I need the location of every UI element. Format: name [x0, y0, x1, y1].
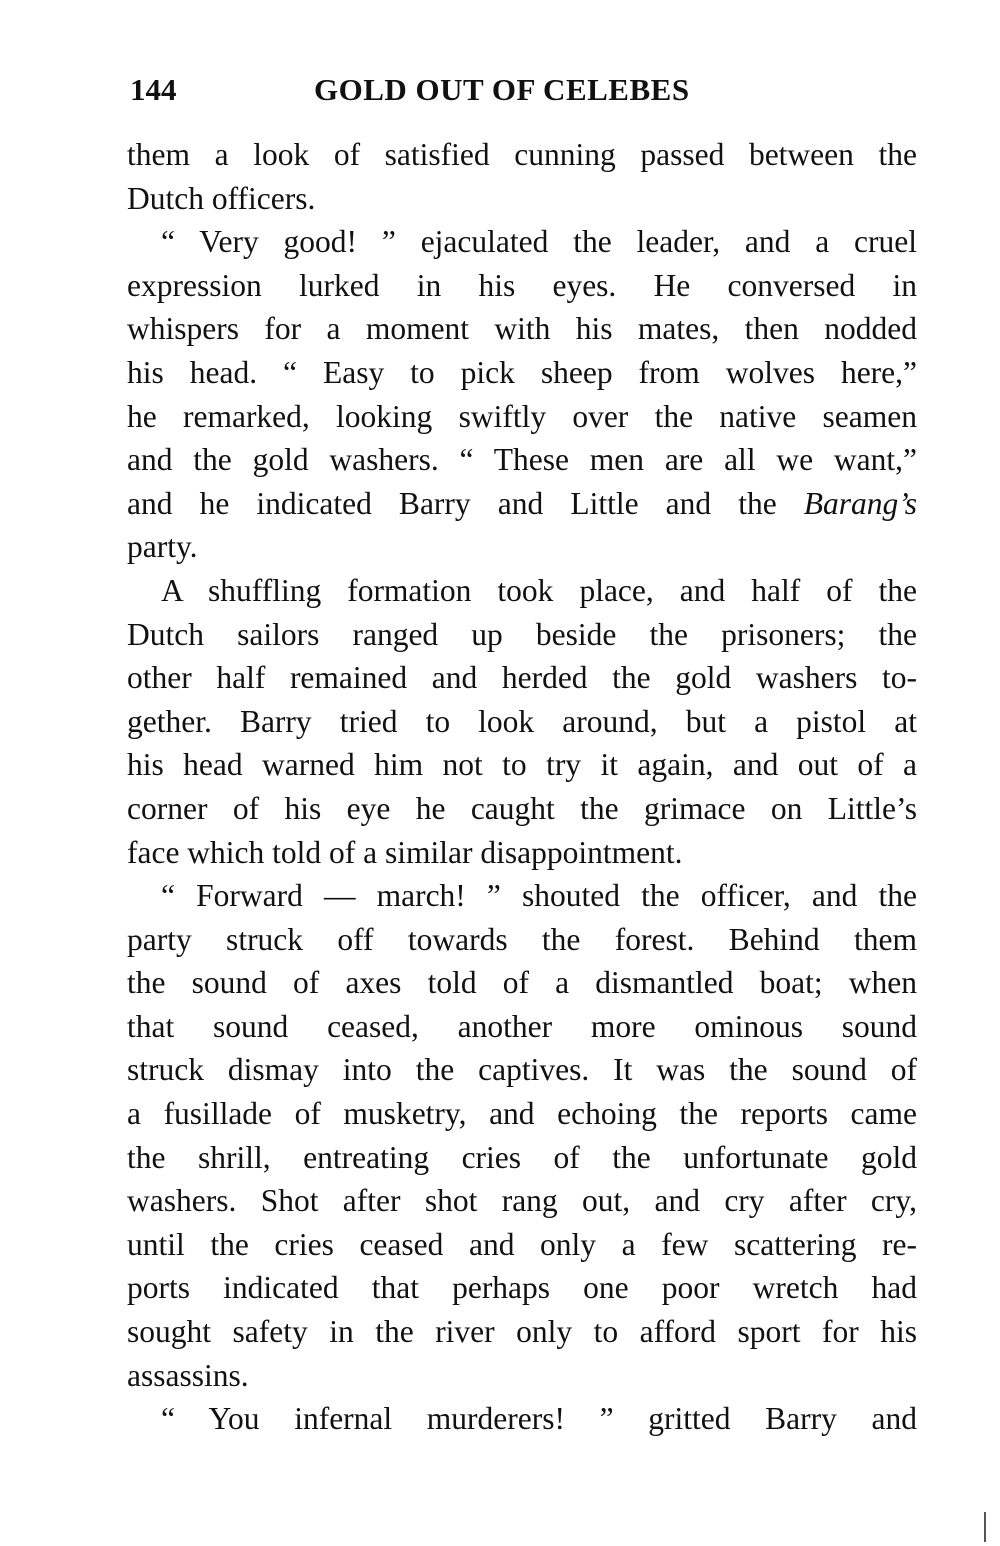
text-line: a fusillade of musketry, and echoing the reports came — [127, 1096, 917, 1132]
text-line: other half remained and herded the gold washers to- — [127, 660, 917, 696]
text-line: expression lurked in his eyes. He conversed in — [127, 267, 917, 303]
text-line: struck dismay into the captives. It was the sound of — [127, 1052, 917, 1088]
text-line: ports indicated that perhaps one poor wretch had — [127, 1270, 917, 1306]
page-header — [130, 66, 910, 114]
text-line: the shrill, entreating cries of the unfortunate gold — [127, 1139, 917, 1175]
running-title: GOLD OUT OF CELEBES — [314, 72, 690, 107]
text-line: he remarked, looking swiftly over the native seamen — [127, 398, 917, 434]
text-line: Dutch officers. — [127, 180, 316, 216]
text-line: them a look of satisfied cunning passed between the — [127, 137, 917, 172]
text-line: “ Very good! ” ejaculated the leader, and a cruel — [161, 224, 917, 260]
text-line: and the gold washers. “ These men are all we want,” — [127, 442, 917, 478]
text-line: assassins. — [127, 1357, 249, 1393]
text-line: face which told of a similar disappointment. — [127, 834, 683, 870]
text-line: that sound ceased, another more ominous sound — [127, 1008, 917, 1044]
body-text — [127, 133, 917, 1441]
text-line: the sound of axes told of a dismantled boat; when — [127, 965, 917, 1001]
text-line: party. — [127, 529, 198, 565]
text-line: washers. Shot after shot rang out, and cry after cry, — [127, 1183, 917, 1219]
page-number: 144 — [130, 72, 177, 107]
text-line: whispers for a moment with his mates, then nodded — [127, 311, 917, 347]
text-line: and he indicated Barry and Little and the Barang’s — [127, 485, 917, 521]
text-line: gether. Barry tried to look around, but a pistol at — [127, 703, 917, 739]
text-line: “ You infernal murderers! ” gritted Barry and — [161, 1401, 917, 1437]
text-line: corner of his eye he caught the grimace on Little’s — [127, 790, 917, 826]
text-line: his head. “ Easy to pick sheep from wolves here,” — [127, 354, 917, 390]
text-line: “ Forward — march! ” shouted the officer, and the — [161, 878, 917, 914]
text-line: A shuffling formation took place, and half of the — [161, 572, 917, 608]
ship-name: Barang’s — [803, 485, 917, 521]
text-line: Dutch sailors ranged up beside the prisoners; the — [127, 616, 917, 652]
text-line: party struck off towards the forest. Behind them — [127, 921, 917, 957]
text-line: sought safety in the river only to afford sport for his — [127, 1314, 917, 1350]
scan-edge-mark — [984, 1512, 986, 1542]
text-line: until the cries ceased and only a few scattering re- — [127, 1226, 917, 1262]
text-line: his head warned him not to try it again, and out of a — [127, 747, 917, 783]
